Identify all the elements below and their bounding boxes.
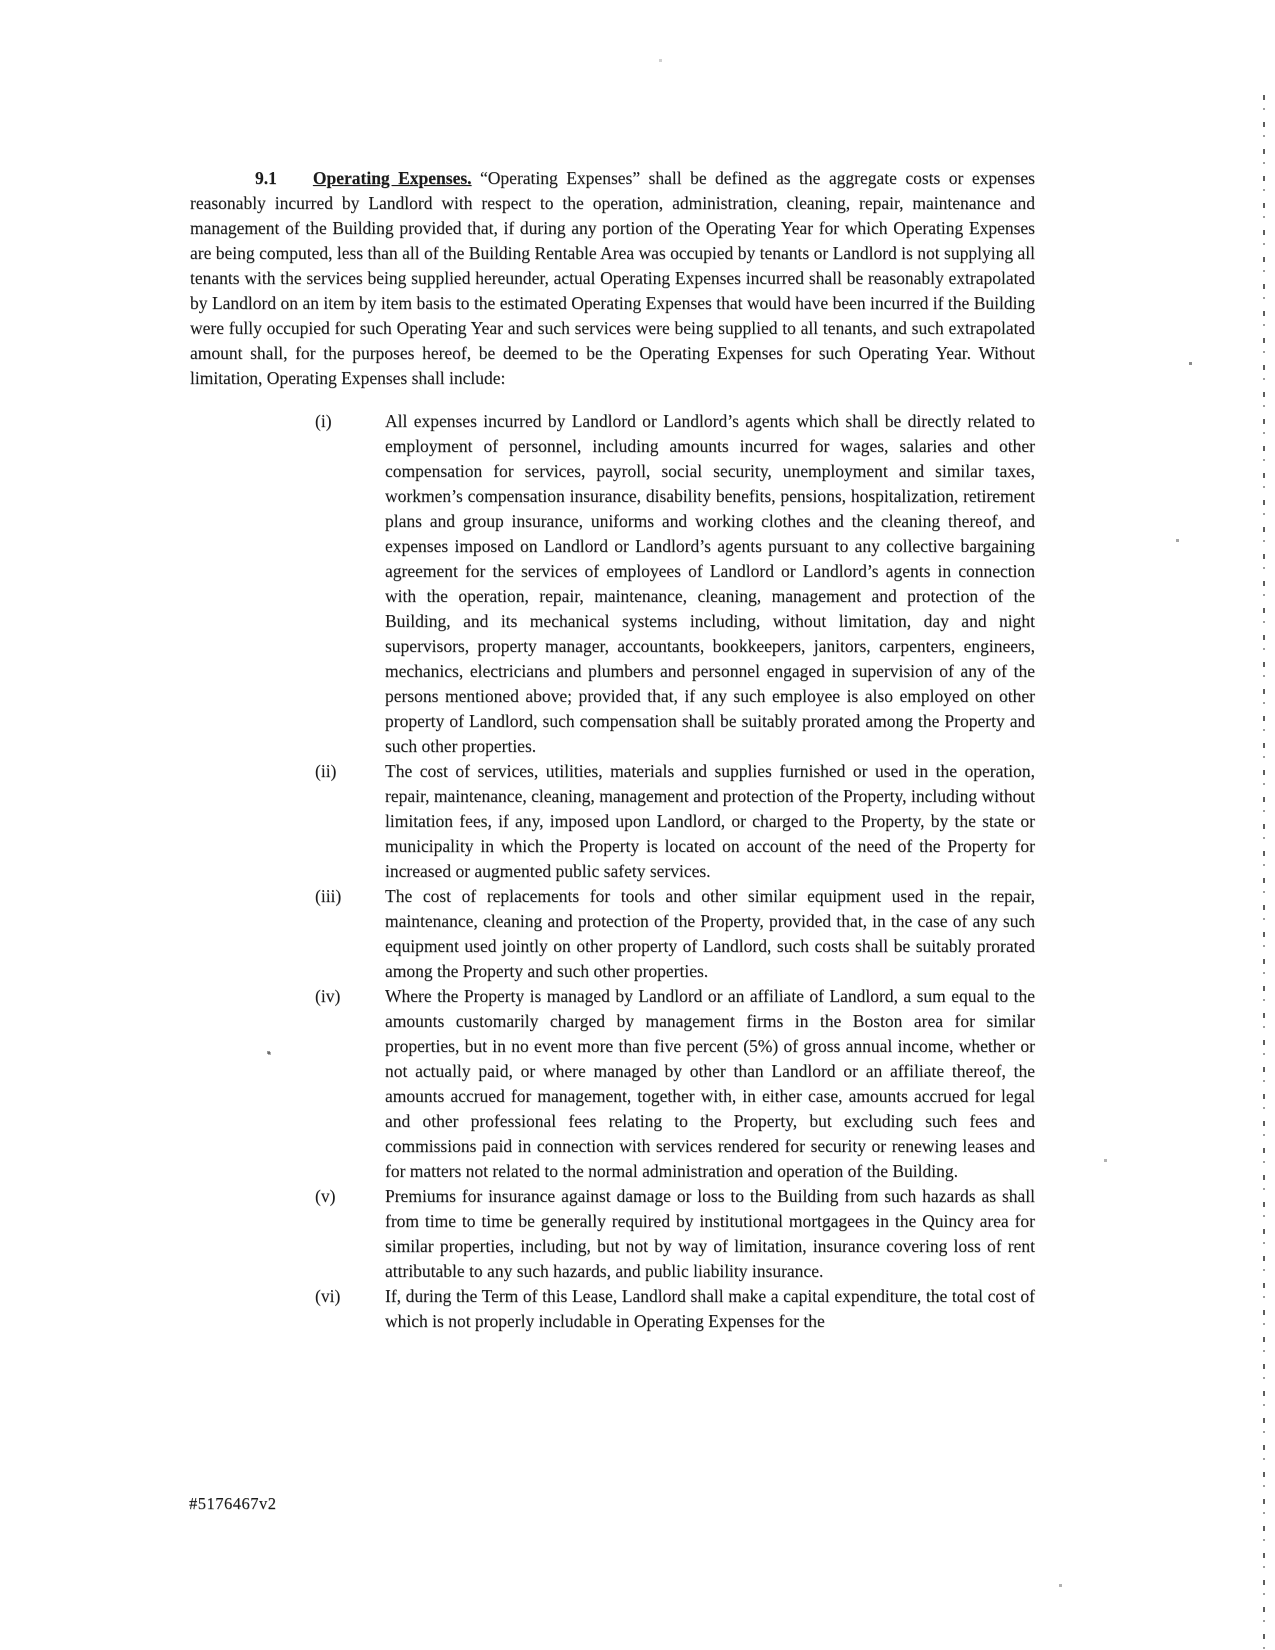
clause-text: The cost of services, utilities, materials and supplies furnished or used in the operation, repair, maintenance, cleaning, management and protection of the Property, including without limitation fees, if any, imposed upon Landlord, or charged to the Property, by the state or municipality in which the Property is located on account of the need of the Property for increased or augmented public safety services. <box>385 761 1035 881</box>
section-title: Operating Expenses. <box>312 168 472 188</box>
clause-label: (iv) <box>315 986 341 1006</box>
document-number: #5176467v2 <box>189 1494 277 1513</box>
clause-list <box>190 409 1035 1334</box>
clause-text: The cost of replacements for tools and other similar equipment used in the repair, maintenance, cleaning and protection of the Property, provided that, in the case of any such equipment used jointly on other property of Landlord, such costs shall be suitably prorated among the Property and such other properties. <box>385 886 1035 981</box>
clause-text: Where the Property is managed by Landlord or an affiliate of Landlord, a sum equal to the amounts customarily charged by management firms in the Boston area for similar properties, but in no event more than five percent (5%) of gross annual income, whether or not actually paid, or where managed by other than Landlord or an affiliate thereof, the amounts accrued for management, together with, in either case, amounts accrued for legal and other professional fees relating to the Property, but excluding such fees and commissions paid in connection with services rendered for security or renewing leases and for matters not related to the normal administration and operation of the Building. <box>385 986 1035 1181</box>
clause-ii <box>190 759 1035 884</box>
section-number: 9.1 <box>255 168 277 188</box>
clause-text: Premiums for insurance against damage or loss to the Building from such hazards as shall from time to time be generally required by institutional mortgagees in the Quincy area for similar properties, including, but not by way of limitation, insurance covering loss of rent attributable to any such hazards, and public liability insurance. <box>385 1186 1035 1281</box>
scan-artifact-line <box>1263 95 1265 1650</box>
clause-v <box>190 1184 1035 1284</box>
clause-iii <box>190 884 1035 984</box>
clause-label: (v) <box>315 1186 336 1206</box>
clause-iv <box>190 984 1035 1184</box>
clause-label: (ii) <box>315 761 337 781</box>
document-body <box>190 166 1035 1334</box>
section-intro-text: “Operating Expenses” shall be defined as the aggregate costs or expenses reasonably incurred by Landlord with respect to the operation, administration, cleaning, repair, maintenance and management of the Building provided that, if during any portion of the Operating Year for which Operating Expenses are being computed, less than all of the Building Rentable Area was occupied by tenants or Landlord is not supplying all tenants with the services being supplied hereunder, actual Operating Expenses incurred shall be reasonably extrapolated by Landlord on an item by item basis to the estimated Operating Expenses that would have been incurred if the Building were fully occupied for such Operating Year and such services were being supplied to all tenants, and such extrapolated amount shall, for the purposes hereof, be deemed to be the Operating Expenses for such Operating Year. Without limitation, Operating Expenses shall include: <box>190 168 1035 388</box>
clause-vi <box>190 1284 1035 1334</box>
clause-text: If, during the Term of this Lease, Landlord shall make a capital expenditure, the total cost of which is not properly includable in Operating Expenses for the <box>385 1286 1035 1331</box>
clause-text: All expenses incurred by Landlord or Landlord’s agents which shall be directly related to employment of personnel, including amounts incurred for wages, salaries and other compensation for services, payroll, social security, unemployment and similar taxes, workmen’s compensation insurance, disability benefits, pensions, hospitalization, retirement plans and group insurance, uniforms and working clothes and the cleaning thereof, and expenses imposed on Landlord or Landlord’s agents pursuant to any collective bargaining agreement for the services of employees of Landlord or Landlord’s agents in connection with the operation, repair, maintenance, cleaning, management and protection of the Building, and its mechanical systems including, without limitation, day and night supervisors, property manager, accountants, bookkeepers, janitors, carpenters, engineers, mechanics, electricians and plumbers and personnel engaged in supervision of any of the persons mentioned above; provided that, if any such employee is also employed on other property of Landlord, such compensation shall be suitably prorated among the Property and such other properties. <box>385 411 1035 756</box>
scan-noise-specks <box>0 0 1 1</box>
clause-i <box>190 409 1035 759</box>
clause-label: (iii) <box>315 886 342 906</box>
section-paragraph <box>190 166 1035 391</box>
clause-label: (i) <box>315 411 332 431</box>
clause-label: (vi) <box>315 1286 341 1306</box>
